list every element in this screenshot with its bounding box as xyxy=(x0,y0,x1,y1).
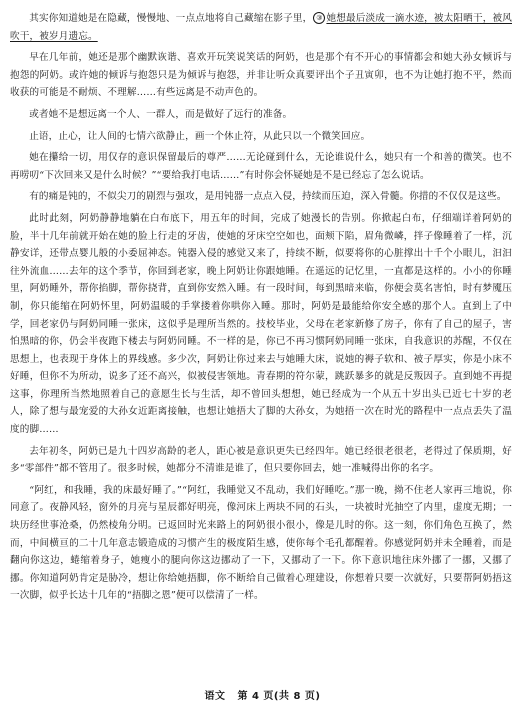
footer-subject: 语文 xyxy=(204,691,226,702)
paragraph-3: 或者她不是想远离一个人、一群人，而是做好了远行的准备。 xyxy=(29,108,293,120)
page-footer xyxy=(0,687,525,702)
paragraph-4: 止语，止心，让人间的七情六欲静止，画一个休止符，从此只以一个微笑回应。 xyxy=(29,130,371,142)
paragraph-9: “阿红，和我睡，我的床最好睡了。”“阿红，我睡觉又不乱动，我们好睡吃。”那一晚，拗不住老人家再三地说，你同意了。夜静风轻，窗外的月亮与星辰都好明亮，像河床上两块不同的石头，一块被时光抽空了内里，虚度无期；一块历经世事沧桑，仍然棱角分明。已返回时光来路上的阿奶很小很小，像是儿时的你。这一刻，你们角色互换了，然而，中间横亘的二十几年意志锻造成的习惯产生的极度陌生感，使你每个毛孔都醒着。你感觉阿奶并未全睡着，而是翻向你这边，蜷缩着身子，她瘦小的腿向你这边挪动了一下，又挪动了一下。你下意识地往床外挪了一挪，又挪了挪。你知道阿奶肯定是胁冷，想让你给她捂脚，你不断给自己做着心理建设，你想着只要一次就好，只要帮阿奶捂这一次脚，似乎长达十几年的“捂脚之恩”便可以偿清了一样。 xyxy=(10,484,512,602)
paragraph-2: 早在几年前，她还是那个幽默诙谐、喜欢开玩笑说笑话的阿奶，也是那个有不开心的事情都会和她大孙女倾诉与抱怨的阿奶。或许她的倾诉与抱怨只是为倾诉与抱怨，并非让听众真要评出个子丑寅卯，也不为让她打抱不平，然而收获的可能是不耐烦、不理解……有些远离是不动声色的。 xyxy=(10,52,512,99)
paragraph-6: 有的痛是钝的，不似尖刀的剧烈与强攻，是用钝器一点点入侵，持续而压迫，深入骨髓。你措的不仅仅是这些。 xyxy=(29,191,507,203)
paragraph-8: 去年初冬，阿奶已是九十四岁高龄的老人，距心被是意识更失已经四年。她已经很老很老，老得过了保质期，好多“零部件”都不管用了。很多时候，她都分不清谁是谁了，但只要你回去，她一准喊得出你的名字。 xyxy=(10,445,512,475)
paragraph-7: 此时此刻，阿奶静静地躺在白布底下，用五年的时间，完成了她漫长的告别。你掀起白布，仔细端详着阿奶的脸，半十几年前就开始在她的脸上行走的牙齿，使她的牙床空空如也，面颊下陷，眉角微嶙，拌子像睡着了一样，沉静安详，还带点婴儿般的小委屈神态。钝器入侵的感觉又来了，持续不断，似要将你的心脏撑出十千个小眼儿，汩汩往外流血……去年的这个季节，你回到老家，晚上阿奶让你跟她睡。在遥远的记忆里，一直都是这样的。小小的你睡里，阿奶睡外，帮你掐脚，帮你挠背，直到你安然入睡。有一段时间，每到黑暗来临，你便会莫名害怕，时有梦魇压制，你只能缩在阿奶怀里，阿奶温暖的手掌搂着你哄你入睡。那时，阿奶是最能给你安全感的那个人。直到上了中学，回老家仍与阿奶同睡一张床，这似乎是理所当然的。技校毕业，父母在老家新修了房子，你有了自己的屋子，害怕黑暗的你，仍会半夜跑下楼去与阿奶同睡。不一样的是，你已不再习惯阿奶同睡一张床，自我意识的苏醒，不仅在思想上，也表现于身体上的界线感。多少次，阿奶让你过来去与她睡大床，说她的褥子软和、被子厚实，你是小床不好睡，但你不为所动，说多了还不高兴，似被侵害领地。青春期的符尔蒙，跳跃暴多的就是反叛因子。直到她不再提这事，你理所当然地照着自己的意愿生长与生活，却不曾回头想想，她已经成为一个从五十岁出头已近七十岁的老人，除了想与最宠爱的大孙女近距离接触，也想让她捂大了脚的大孙女，为她捂一次在时光的路程中一点点丢失了温度的脚…… xyxy=(10,212,512,436)
footer-page-number: 第 4 页(共 8 页) xyxy=(237,691,321,702)
underlined-sentence-3: 她想最后淡成一滴水迹，被太阳晒干，被风吹干，被岁月遗忘。 xyxy=(10,13,512,42)
paragraph-1-before: 其实你知道她是在隐藏，慢慢地、一点点地将自己藏缩在影子里， xyxy=(29,13,313,24)
paragraph-1 xyxy=(10,10,512,45)
paragraph-5: 她在攥给一切，用仅存的意识保留最后的尊严……无论碰到什么，无论谁说什么，她只有一个和善的微笑。也不再唠叨“下次回来又是什么时候？”“要给我打电话……”有时你会怀疑她是不是已经忘了怎么说话。 xyxy=(10,152,512,181)
sentence-marker-3: ③ xyxy=(313,12,325,24)
